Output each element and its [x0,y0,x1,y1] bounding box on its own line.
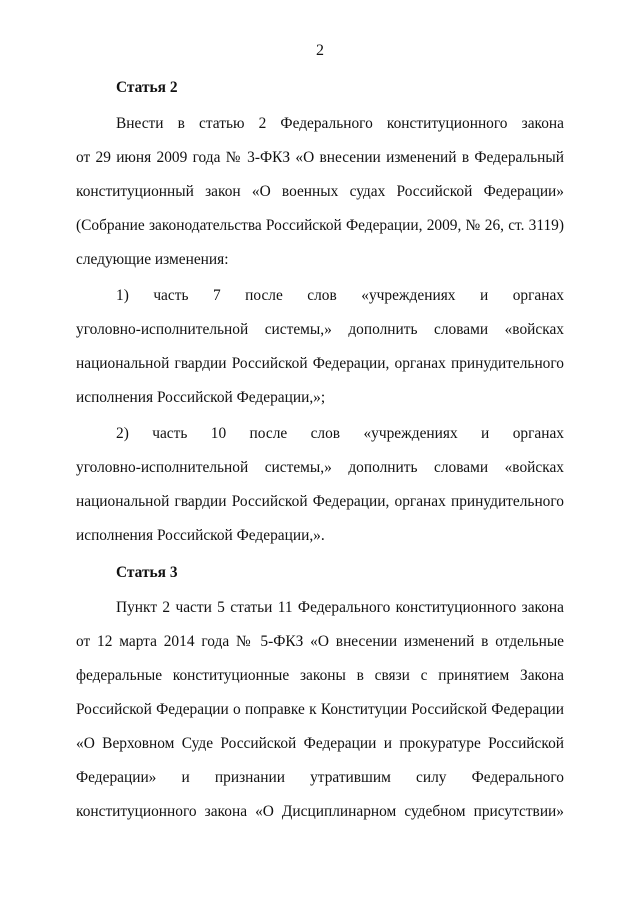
article-3-line: от 12 марта 2014 года № 5-ФКЗ «О внесении изменений в отдельные [76,633,564,650]
article-2-line: Внести в статью 2 Федерального конституционного закона [116,115,564,132]
article-2-line: от 29 июня 2009 года № 3-ФКЗ «О внесении изменений в Федеральный [76,149,564,166]
article-2-item-2: 2) часть 10 после слов «учреждениях и органах [116,425,564,442]
article-2-line: национальной гвардии Российской Федерации, органах принудительного [76,493,564,510]
article-2-line: исполнения Российской Федерации,»; [76,389,326,406]
article-2-heading: Статья 2 [116,79,178,96]
article-3-line: «О Верховном Суде Российской Федерации и прокуратуре Российской [76,735,564,752]
article-2-line: конституционный закон «О военных судах Российской Федерации» [76,183,564,200]
page-number: 2 [316,42,324,59]
article-3-line: Федерации» и признании утратившим силу Федерального [76,769,564,786]
article-3-line: федеральные конституционные законы в связи с принятием Закона [76,667,564,684]
article-2-line: уголовно-исполнительной системы,» дополнить словами «войсках [76,459,564,476]
article-2-line: уголовно-исполнительной системы,» дополнить словами «войсках [76,321,564,338]
article-2-line: исполнения Российской Федерации,». [76,527,325,544]
article-3-line: Российской Федерации о поправке к Конституции Российской Федерации [76,701,564,718]
article-2-item-1: 1) часть 7 после слов «учреждениях и органах [116,287,564,304]
article-2-line: национальной гвардии Российской Федерации, органах принудительного [76,355,564,372]
article-2-line: следующие изменения: [76,251,229,268]
article-2-line: (Собрание законодательства Российской Федерации, 2009, № 26, ст. 3119) [76,217,564,234]
article-3-line: Пункт 2 части 5 статьи 11 Федерального конституционного закона [116,599,564,616]
article-3-heading: Статья 3 [116,564,178,581]
article-3-line: конституционного закона «О Дисциплинарном судебном присутствии» [76,803,564,820]
